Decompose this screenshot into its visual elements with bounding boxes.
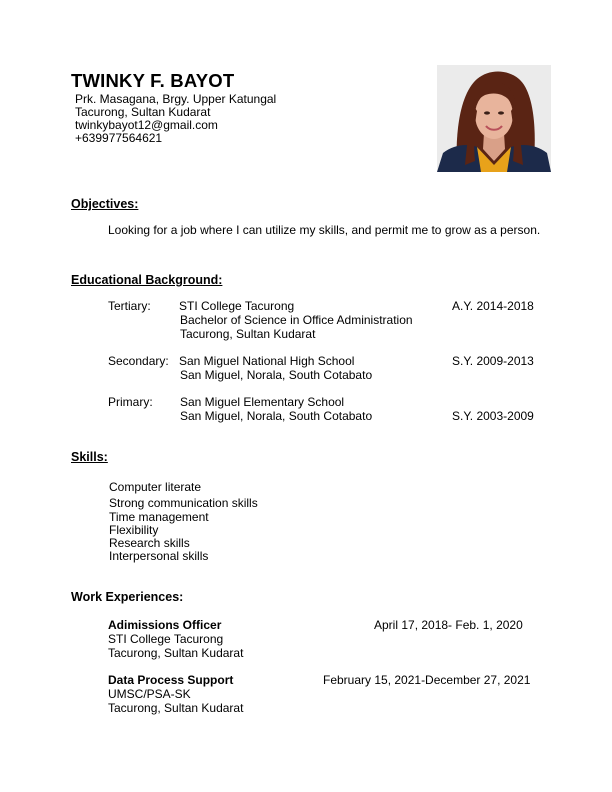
skills-heading: Skills: [71, 450, 108, 464]
skill-item: Time management [109, 510, 209, 524]
job-location: Tacurong, Sultan Kudarat [108, 701, 244, 715]
job-dates: April 17, 2018- Feb. 1, 2020 [374, 618, 523, 632]
job-organization: UMSC/PSA-SK [108, 687, 191, 701]
skill-item: Interpersonal skills [109, 549, 209, 563]
skill-item: Flexibility [109, 523, 159, 537]
applicant-name: TWINKY F. BAYOT [71, 70, 235, 91]
job-location: Tacurong, Sultan Kudarat [108, 646, 244, 660]
profile-photo [437, 65, 551, 172]
objectives-text: Looking for a job where I can utilize my skills, and permit me to grow as a person. [108, 223, 541, 237]
job-title: Adimissions Officer [108, 618, 222, 632]
phone: +639977564621 [75, 131, 163, 145]
education-school: San Miguel National High School [179, 354, 355, 368]
education-location: San Miguel, Norala, South Cotabato [180, 368, 373, 382]
education-level: Primary: [108, 395, 153, 409]
education-school: San Miguel Elementary School [180, 395, 345, 409]
job-organization: STI College Tacurong [108, 632, 224, 646]
address-line-2: Tacurong, Sultan Kudarat [75, 105, 211, 119]
education-heading: Educational Background: [71, 273, 223, 287]
job-title: Data Process Support [108, 673, 234, 687]
objectives-heading: Objectives: [71, 197, 139, 211]
education-location: Tacurong, Sultan Kudarat [180, 327, 316, 341]
skill-item: Strong communication skills [109, 496, 258, 510]
portrait-illustration [437, 65, 551, 172]
job-dates: February 15, 2021-December 27, 2021 [323, 673, 531, 687]
education-year: S.Y. 2009-2013 [452, 354, 534, 368]
education-year: S.Y. 2003-2009 [452, 409, 534, 423]
education-school: STI College Tacurong [179, 299, 295, 313]
address-line-1: Prk. Masagana, Brgy. Upper Katungal [75, 92, 277, 106]
education-level: Secondary: [108, 354, 169, 368]
education-location: San Miguel, Norala, South Cotabato [180, 409, 373, 423]
education-degree: Bachelor of Science in Office Administration [180, 313, 413, 327]
education-year: A.Y. 2014-2018 [452, 299, 534, 313]
email: twinkybayot12@gmail.com [75, 118, 218, 132]
education-level: Tertiary: [108, 299, 151, 313]
skill-item: Computer literate [109, 480, 202, 494]
work-heading: Work Experiences: [71, 590, 184, 604]
skill-item: Research skills [109, 536, 190, 550]
